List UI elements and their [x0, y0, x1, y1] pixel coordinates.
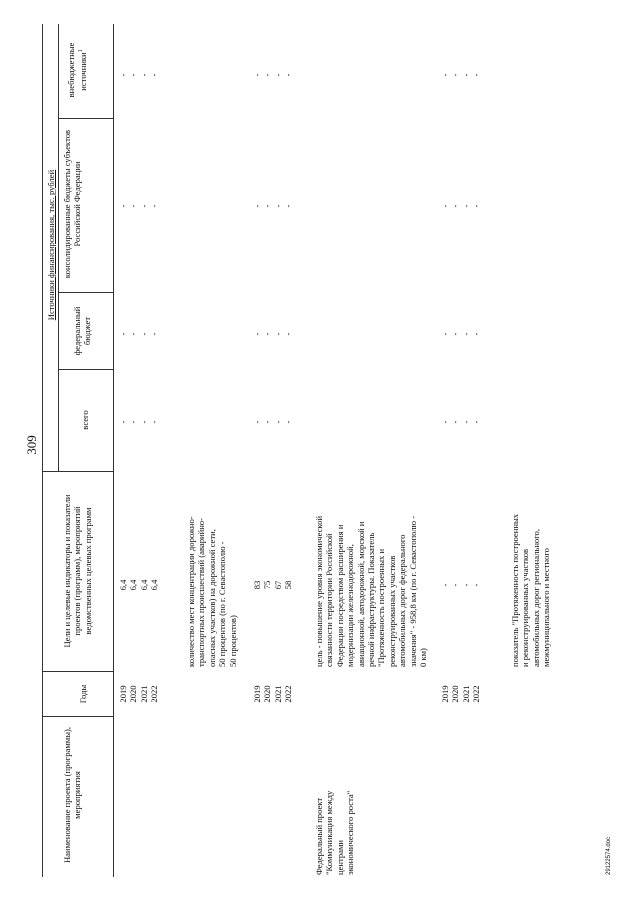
block2-values — [252, 565, 294, 605]
col-divider-4 — [58, 369, 113, 370]
year-cell: 2022 — [283, 685, 294, 703]
header-regional: консолидированные бюджеты субъектов Российской Федерации — [62, 129, 83, 279]
col-divider-6 — [58, 118, 113, 119]
federal-cell: - — [138, 332, 149, 336]
extra-cell: - — [450, 73, 461, 77]
total-cell: - — [450, 420, 461, 424]
indicator-value: 6,4 — [138, 579, 149, 591]
regional-cell: - — [272, 204, 283, 208]
extra-cell: - — [272, 73, 283, 77]
regional-cell: - — [118, 204, 128, 208]
extra-cell: - — [118, 73, 128, 77]
indicator-value: - — [471, 583, 482, 587]
regional-cell: - — [450, 204, 461, 208]
regional-cell: - — [283, 204, 294, 208]
footer-filename: 29122574.doc — [606, 836, 612, 875]
header-extrabudget: внебюджетные источники$^1$ — [66, 42, 89, 98]
indicator-value: 83 — [252, 580, 262, 590]
federal-cell: - — [149, 332, 160, 336]
block2-years — [252, 673, 294, 715]
sources-divider — [58, 24, 59, 472]
total-cell: - — [440, 420, 450, 424]
regional-cell: - — [252, 204, 262, 208]
indicator-value: 58 — [283, 580, 294, 590]
indicator-value: 75 — [262, 580, 273, 590]
extra-cell: - — [440, 73, 450, 77]
header-years: Годы — [78, 684, 88, 704]
federal-cell: - — [471, 332, 482, 336]
block2-regional — [252, 191, 294, 221]
federal-cell: - — [262, 332, 273, 336]
indicator-value: - — [440, 583, 450, 587]
block2-extra — [252, 60, 294, 90]
total-cell: - — [252, 420, 262, 424]
total-cell: - — [128, 420, 139, 424]
year-cell: 2021 — [460, 685, 471, 703]
year-cell: 2020 — [450, 685, 461, 703]
block1-values — [118, 565, 160, 605]
total-cell: - — [138, 420, 149, 424]
col-divider-3 — [42, 471, 113, 472]
extra-cell: - — [138, 73, 149, 77]
total-cell: - — [471, 420, 482, 424]
total-cell: - — [283, 420, 294, 424]
block3-years — [440, 673, 482, 715]
total-cell: - — [262, 420, 273, 424]
total-cell: - — [460, 420, 471, 424]
block1-extra — [118, 60, 160, 90]
federal-cell: - — [128, 332, 139, 336]
project-name: Федеральный проект "Коммуникация между центрами экономического роста" — [314, 790, 356, 875]
federal-cell: - — [118, 332, 128, 336]
federal-cell: - — [460, 332, 471, 336]
year-cell: 2020 — [128, 685, 139, 703]
block2-goal: количество мест концентрации дорожно- транспортных происшествий (аварийно- опасных участков) на дорожной сети, 50 процентов (по г. Севастополю - 50 процентов) — [186, 516, 238, 667]
block2-federal — [252, 319, 294, 349]
extra-cell: - — [471, 73, 482, 77]
block3-federal — [440, 319, 482, 349]
extra-cell: - — [128, 73, 139, 77]
block1-federal — [118, 319, 160, 349]
extra-cell: - — [460, 73, 471, 77]
block4-goal: показатель "Протяженность построенных и реконструированных участков автомобильных дорог регионального, межмуниципального и местного — [510, 513, 552, 667]
extra-cell: - — [252, 73, 262, 77]
regional-cell: - — [440, 204, 450, 208]
block3-total — [440, 407, 482, 437]
block1-total — [118, 407, 160, 437]
col-divider-5 — [58, 292, 113, 293]
regional-cell: - — [128, 204, 139, 208]
col-divider-1 — [42, 716, 113, 717]
indicator-value: 6,4 — [128, 579, 139, 591]
year-cell: 2022 — [149, 685, 160, 703]
block1-regional — [118, 191, 160, 221]
federal-cell: - — [283, 332, 294, 336]
year-cell: 2020 — [262, 685, 273, 703]
year-cell: 2021 — [138, 685, 149, 703]
federal-cell: - — [272, 332, 283, 336]
header-bottom-border — [113, 24, 114, 877]
total-cell: - — [118, 420, 128, 424]
extra-cell: - — [262, 73, 273, 77]
page-number: 309 — [24, 435, 39, 455]
federal-cell: - — [252, 332, 262, 336]
year-cell: 2022 — [471, 685, 482, 703]
indicator-value: - — [460, 583, 471, 587]
block3-goal: цель - повышение уровня экономической связанности территории Российской Федерации посредством расширения и модернизации железнодорожной, авиационной, автодорожной, морской и речной инфраструктуры. Показатель "Протяженность построенных и реконструированных участков автомобильных дорог федерального значения" - 958,8 км (по г. Севастополю - 0 км) — [314, 515, 429, 667]
regional-cell: - — [262, 204, 273, 208]
year-cell: 2019 — [252, 685, 262, 703]
federal-cell: - — [440, 332, 450, 336]
indicator-value: - — [450, 583, 461, 587]
block2-total — [252, 407, 294, 437]
indicator-value: 67 — [272, 580, 283, 590]
total-cell: - — [272, 420, 283, 424]
regional-cell: - — [149, 204, 160, 208]
header-sources-title: Источники финансирования, тыс. рублей — [46, 169, 56, 321]
year-cell: 2019 — [440, 685, 450, 703]
block3-regional — [440, 191, 482, 221]
total-cell: - — [149, 420, 160, 424]
year-cell: 2021 — [272, 685, 283, 703]
header-name: Наименование проекта (программы), мероприятия — [62, 726, 83, 864]
header-total: всего — [80, 410, 90, 430]
year-cell: 2019 — [118, 685, 128, 703]
indicator-value: 6,4 — [118, 579, 128, 591]
table-top-border — [42, 24, 43, 877]
header-goals: Цели и целевые индикаторы и показатели проектов (программ), мероприятий ведомственных целевых программ — [62, 494, 93, 648]
indicator-value: 6,4 — [149, 579, 160, 591]
col-divider-2 — [42, 671, 113, 672]
regional-cell: - — [460, 204, 471, 208]
regional-cell: - — [471, 204, 482, 208]
federal-cell: - — [450, 332, 461, 336]
block1-years — [118, 673, 160, 715]
extra-cell: - — [283, 73, 294, 77]
header-federal: федеральный бюджет — [72, 306, 93, 356]
extra-cell: - — [149, 73, 160, 77]
regional-cell: - — [138, 204, 149, 208]
block3-values — [440, 565, 482, 605]
block3-extra — [440, 60, 482, 90]
